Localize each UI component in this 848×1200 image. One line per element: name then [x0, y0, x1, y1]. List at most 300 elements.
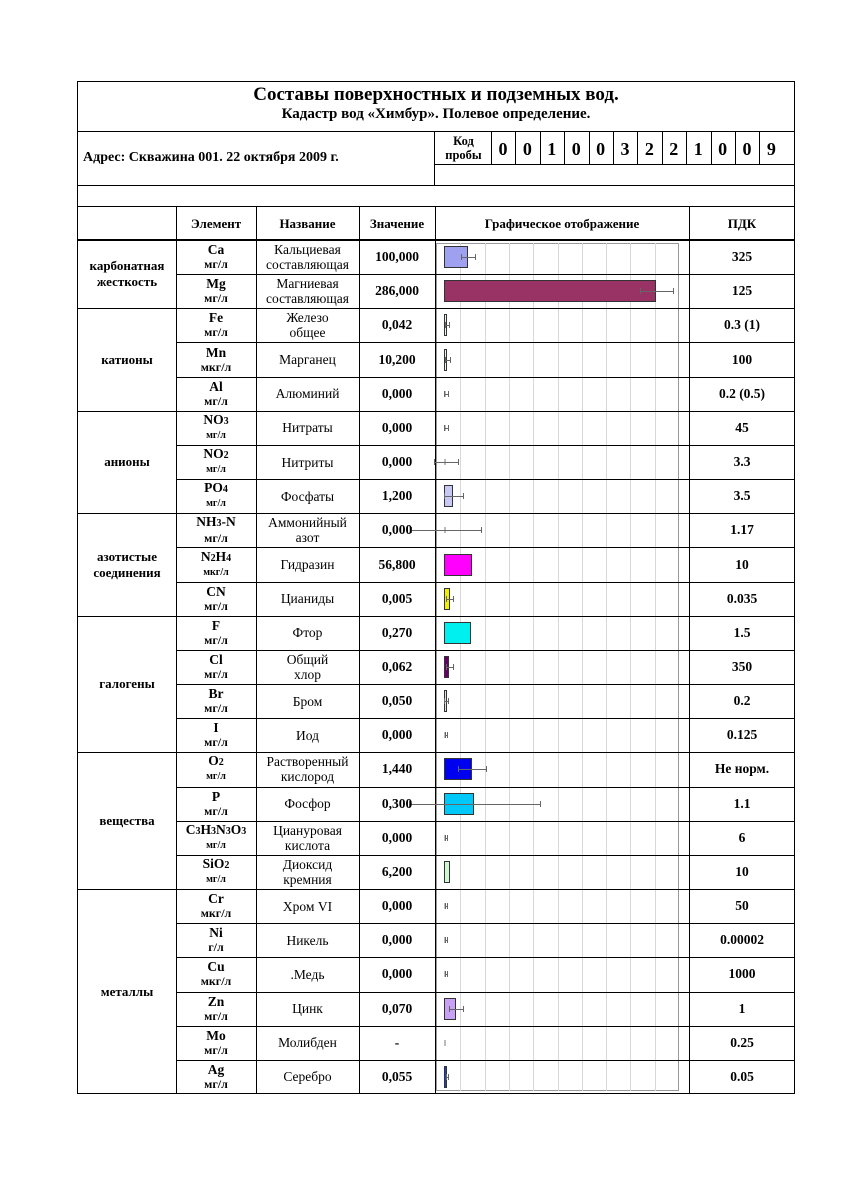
pdk-value: 1.1 — [733, 795, 751, 811]
formula-part: Ca — [207, 242, 225, 258]
element-value: 0,055 — [381, 1068, 413, 1084]
name-line: Фосфаты — [280, 488, 335, 504]
name-line: составляющая — [266, 291, 349, 307]
formula-subscript: 3 — [216, 518, 222, 530]
pdk-value: 0.2 (0.5) — [718, 385, 766, 401]
element-value: 6,200 — [381, 863, 413, 879]
gridline — [582, 243, 583, 1091]
element-formula — [186, 823, 247, 839]
code-digit: 0 — [498, 139, 508, 159]
element-value: 0,042 — [381, 317, 413, 333]
error-cap — [486, 766, 487, 772]
gridline — [509, 243, 510, 1091]
formula-subscript: 3 — [225, 825, 231, 837]
error-cap — [446, 596, 447, 602]
pdk-value: 100 — [731, 351, 753, 367]
element-unit: мг/л — [204, 1042, 228, 1057]
group-line: соединения — [93, 564, 161, 580]
error-cap — [673, 288, 674, 294]
element-unit: мг/л — [206, 464, 226, 476]
element-name — [256, 992, 359, 1026]
group-line: металлы — [100, 983, 154, 999]
element-name — [256, 957, 359, 991]
element-symbol — [176, 445, 256, 479]
formula-subscript: 4 — [222, 484, 228, 496]
code-digit: 9 — [766, 139, 776, 159]
error-cap — [447, 903, 448, 909]
name-line: хлор — [294, 666, 321, 682]
formula-part: PO — [204, 480, 223, 496]
element-name — [256, 684, 359, 718]
divider — [637, 131, 638, 164]
element-unit: мг/л — [206, 771, 226, 783]
element-value: 0,050 — [381, 693, 413, 709]
pdk-value: 350 — [731, 658, 753, 674]
formula-part: NO — [203, 411, 224, 427]
group-line: катионы — [101, 351, 153, 367]
pdk-value: 1.17 — [730, 522, 754, 538]
group-label — [78, 308, 176, 410]
name-line: Кальциевая — [274, 242, 341, 258]
code-digit: 1 — [693, 139, 703, 159]
error-cap — [446, 1074, 447, 1080]
element-unit: мг/л — [204, 1076, 228, 1091]
error-cap — [445, 937, 446, 943]
element-value: 0,000 — [381, 454, 413, 470]
element-formula — [212, 619, 220, 633]
bar-SiO2 — [444, 861, 450, 883]
error-cap — [463, 493, 464, 499]
divider — [78, 185, 794, 186]
element-formula — [209, 926, 223, 940]
element-formula — [212, 790, 220, 804]
name-line: Магниевая — [276, 276, 339, 292]
group-label — [78, 513, 176, 615]
element-symbol — [176, 1060, 256, 1094]
name-line: азот — [295, 530, 320, 546]
formula-part: -N — [221, 514, 236, 530]
formula-subscript: 2 — [224, 859, 230, 871]
formula-part: C — [185, 821, 196, 837]
element-formula — [206, 1029, 226, 1043]
error-cap — [447, 971, 448, 977]
formula-subscript: 3 — [241, 825, 247, 837]
element-name — [256, 411, 359, 445]
element-formula — [209, 311, 223, 325]
element-value: 0,000 — [381, 522, 413, 538]
pdk-value: 0.00002 — [720, 932, 764, 948]
error-cap — [450, 357, 451, 363]
element-symbol — [176, 377, 256, 411]
element-unit: мг/л — [204, 632, 228, 647]
name-line: Бром — [292, 693, 323, 709]
group-line: анионы — [104, 454, 150, 470]
page-subtitle: Кадастр вод «Химбур». Полевое определение. — [281, 106, 591, 122]
element-formula — [208, 892, 224, 906]
element-symbol — [176, 957, 256, 991]
error-cap — [640, 288, 641, 294]
divider — [735, 131, 736, 164]
element-unit: мг/л — [204, 666, 228, 681]
pdk-value: 50 — [735, 898, 749, 914]
error-bar — [434, 462, 457, 463]
element-name — [256, 342, 359, 376]
element-symbol — [176, 889, 256, 923]
formula-part: CN — [206, 583, 226, 599]
element-name — [256, 923, 359, 957]
element-unit: мг/л — [206, 498, 226, 510]
element-unit: мг/л — [206, 429, 226, 441]
formula-subscript: 3 — [195, 825, 201, 837]
error-bar — [458, 769, 486, 770]
element-symbol — [176, 411, 256, 445]
name-line: Общий — [286, 651, 329, 667]
name-line: Железо — [286, 310, 329, 326]
element-name — [256, 787, 359, 821]
error-cap — [447, 835, 448, 841]
group-line: вещества — [99, 812, 155, 828]
element-value: 1,200 — [381, 488, 413, 504]
element-symbol — [176, 752, 256, 786]
formula-part: NO — [203, 446, 224, 462]
formula-subscript: 4 — [226, 552, 232, 564]
name-line: Никель — [286, 932, 329, 948]
element-unit: г/л — [208, 940, 224, 955]
error-cap — [453, 596, 454, 602]
bar-Mg — [444, 280, 656, 302]
element-name — [256, 889, 359, 923]
error-cap — [458, 459, 459, 465]
error-cap — [444, 425, 445, 431]
pdk-value: 125 — [731, 283, 753, 299]
col-element-header: Элемент — [190, 216, 242, 231]
error-cap — [445, 903, 446, 909]
pdk-value: 0.25 — [730, 1034, 754, 1050]
pdk-value: 1.5 — [733, 624, 751, 640]
formula-part: SiO — [202, 855, 225, 871]
formula-part: H — [200, 821, 211, 837]
element-symbol — [176, 582, 256, 616]
error-cap — [445, 322, 446, 328]
pdk-value: Не норм. — [714, 761, 770, 777]
formula-part: N — [216, 821, 226, 837]
element-symbol — [176, 274, 256, 308]
element-symbol — [176, 547, 256, 581]
element-symbol — [176, 684, 256, 718]
element-name — [256, 616, 359, 650]
name-line: Гидразин — [280, 557, 335, 573]
formula-part: F — [211, 617, 221, 633]
element-value: 0,005 — [381, 590, 413, 606]
name-line: кремния — [283, 871, 332, 887]
gridline — [655, 243, 656, 1091]
element-value: 0,000 — [381, 727, 413, 743]
formula-part: Ag — [207, 1061, 225, 1077]
element-formula — [209, 687, 224, 701]
element-value: 0,000 — [381, 385, 413, 401]
pdk-value: 10 — [735, 556, 749, 572]
element-name — [256, 445, 359, 479]
element-unit: мг/л — [204, 291, 228, 306]
error-cap — [444, 698, 445, 704]
pdk-value: 1 — [738, 1000, 746, 1016]
element-symbol — [176, 1026, 256, 1060]
element-value: 0,000 — [381, 898, 413, 914]
element-symbol — [176, 787, 256, 821]
formula-part: O — [208, 753, 219, 769]
element-name — [256, 718, 359, 752]
element-symbol — [176, 616, 256, 650]
name-line: Циануровая — [273, 822, 342, 838]
group-label — [78, 616, 176, 753]
element-formula — [203, 413, 228, 429]
error-cap — [458, 766, 459, 772]
element-value: 0,062 — [381, 658, 413, 674]
element-name — [256, 479, 359, 513]
pdk-value: 0.3 (1) — [724, 317, 760, 333]
name-line: Марганец — [279, 352, 336, 368]
formula-part: I — [213, 720, 219, 736]
bar-F — [444, 622, 471, 644]
error-cap — [448, 1074, 449, 1080]
element-formula — [208, 243, 225, 257]
element-value: 0,300 — [381, 795, 413, 811]
formula-subscript: 3 — [211, 825, 216, 837]
error-bar — [446, 599, 453, 600]
element-formula — [203, 447, 228, 463]
name-line: Фосфор — [284, 796, 331, 812]
bar-N2H4 — [444, 554, 472, 576]
formula-part: Mg — [206, 276, 226, 292]
error-cap — [449, 1006, 450, 1012]
element-name — [256, 821, 359, 855]
col-pdk-header: ПДК — [727, 216, 757, 231]
divider — [491, 131, 492, 164]
error-bar — [446, 667, 453, 668]
element-value: 0,270 — [381, 624, 413, 640]
formula-part: P — [211, 788, 221, 804]
divider — [759, 131, 760, 164]
error-cap — [463, 1006, 464, 1012]
name-line: .Медь — [290, 966, 325, 982]
formula-subscript: 2 — [210, 552, 216, 564]
error-cap — [445, 971, 446, 977]
divider — [564, 131, 565, 164]
element-unit: мг/л — [204, 257, 228, 272]
element-formula — [208, 1063, 225, 1077]
element-formula — [201, 550, 231, 566]
formula-part: Fe — [208, 310, 224, 326]
element-formula — [209, 380, 223, 394]
name-line: Нитриты — [281, 454, 334, 470]
element-symbol — [176, 479, 256, 513]
element-unit: мкг/л — [200, 974, 232, 989]
element-name — [256, 650, 359, 684]
col-name-header: Название — [279, 216, 336, 231]
element-symbol — [176, 308, 256, 342]
bar-Mo — [444, 1040, 446, 1046]
element-name — [256, 1026, 359, 1060]
pdk-value: 325 — [731, 249, 753, 265]
element-formula — [206, 277, 226, 291]
formula-part: Mo — [206, 1027, 226, 1043]
element-name — [256, 308, 359, 342]
group-line: галогены — [99, 676, 155, 692]
formula-part: N — [200, 548, 211, 564]
error-cap — [445, 732, 446, 738]
element-unit: мг/л — [204, 325, 228, 340]
formula-part: Zn — [207, 993, 225, 1009]
element-unit: мкг/л — [200, 359, 232, 374]
code-digit: 0 — [571, 139, 581, 159]
col-chart-header: Графическое отображение — [484, 216, 640, 231]
element-value: 56,800 — [378, 556, 416, 572]
element-value: 0,000 — [381, 419, 413, 435]
element-symbol — [176, 923, 256, 957]
error-cap — [448, 391, 449, 397]
element-value: 10,200 — [378, 351, 416, 367]
formula-part: O — [230, 821, 242, 837]
pdk-value: 6 — [738, 829, 746, 845]
divider — [613, 131, 614, 164]
gridline — [558, 243, 559, 1091]
divider — [515, 131, 516, 164]
name-line: кислород — [280, 769, 335, 785]
error-cap — [475, 254, 476, 260]
formula-part: Mn — [205, 344, 227, 360]
element-unit: мг/л — [204, 598, 228, 613]
name-line: Нитраты — [282, 420, 333, 436]
divider — [540, 131, 541, 164]
element-unit: мкг/л — [200, 906, 232, 921]
element-unit: мг/л — [204, 393, 228, 408]
error-cap — [481, 527, 482, 533]
element-symbol — [176, 342, 256, 376]
pdk-value: 1000 — [728, 966, 756, 982]
element-value: 0,070 — [381, 1000, 413, 1016]
element-formula — [209, 653, 223, 667]
element-unit: мг/л — [204, 1008, 228, 1023]
formula-subscript: 3 — [223, 415, 229, 427]
gridline — [485, 243, 486, 1091]
element-name — [256, 855, 359, 889]
error-bar — [640, 291, 673, 292]
name-line: Цинк — [292, 1001, 323, 1017]
element-symbol — [176, 718, 256, 752]
element-formula — [206, 346, 226, 360]
code-digit: 0 — [522, 139, 532, 159]
formula-part: Cr — [208, 891, 224, 907]
name-line: Алюминий — [275, 386, 340, 402]
element-value: 1,440 — [381, 761, 413, 777]
element-formula — [203, 857, 230, 873]
element-unit: мг/л — [204, 735, 228, 750]
error-cap — [449, 322, 450, 328]
element-unit: мг/л — [206, 839, 226, 851]
element-name — [256, 547, 359, 581]
error-cap — [447, 732, 448, 738]
error-cap — [461, 254, 462, 260]
element-unit: мг/л — [204, 701, 228, 716]
element-name — [256, 582, 359, 616]
formula-subscript: 2 — [218, 757, 224, 769]
divider — [78, 206, 794, 207]
name-line: Фтор — [292, 625, 323, 641]
group-label — [78, 889, 176, 1094]
element-symbol — [176, 513, 256, 547]
page-title: Составы поверхностных и подземных вод. — [253, 84, 619, 105]
element-value: 0,000 — [381, 932, 413, 948]
element-name — [256, 240, 359, 274]
element-unit: мг/л — [204, 803, 228, 818]
group-label — [78, 752, 176, 889]
gridline — [630, 243, 631, 1091]
element-formula — [206, 585, 226, 599]
element-name — [256, 752, 359, 786]
group-label — [78, 240, 176, 308]
code-digit: 1 — [547, 139, 557, 159]
element-name — [256, 377, 359, 411]
code-digit: 0 — [718, 139, 728, 159]
group-label — [78, 411, 176, 513]
element-symbol — [176, 855, 256, 889]
error-cap — [444, 391, 445, 397]
element-value: - — [394, 1034, 400, 1050]
element-unit: мг/л — [204, 531, 228, 546]
formula-part: Cl — [209, 651, 223, 667]
col-value-header: Значение — [369, 216, 425, 231]
error-bar — [444, 496, 463, 497]
code-digit: 0 — [742, 139, 752, 159]
formula-part: Ni — [209, 925, 223, 941]
error-cap — [448, 698, 449, 704]
divider — [711, 131, 712, 164]
element-unit: мкг/л — [203, 566, 229, 578]
error-cap — [447, 937, 448, 943]
gridline — [606, 243, 607, 1091]
group-line: азотистые — [97, 548, 157, 564]
code-digit: 3 — [620, 139, 630, 159]
element-symbol — [176, 821, 256, 855]
bar-chart — [436, 243, 681, 1093]
element-formula — [213, 721, 218, 735]
element-unit: мг/л — [206, 873, 226, 885]
pdk-value: 0.05 — [730, 1068, 754, 1084]
formula-part: Cu — [207, 959, 225, 975]
name-line: кислота — [284, 837, 331, 853]
name-line: Серебро — [283, 1069, 332, 1085]
element-formula — [207, 960, 224, 974]
element-name — [256, 1060, 359, 1094]
divider — [434, 164, 795, 165]
name-line: составляющая — [266, 257, 349, 273]
name-line: общее — [289, 325, 326, 341]
group-line: жесткость — [96, 274, 158, 290]
element-formula — [208, 754, 224, 770]
code-label: Код пробы — [445, 134, 482, 162]
error-cap — [540, 801, 541, 807]
name-line: Растворенный — [266, 754, 349, 770]
pdk-value: 0.2 — [733, 693, 751, 709]
error-cap — [445, 357, 446, 363]
formula-part: Al — [209, 378, 223, 394]
element-name — [256, 513, 359, 547]
error-bar — [461, 257, 475, 258]
name-line: Иод — [296, 727, 319, 743]
pdk-value: 3.3 — [733, 454, 751, 470]
name-line: Диоксид — [282, 856, 333, 872]
code-digit: 2 — [644, 139, 654, 159]
